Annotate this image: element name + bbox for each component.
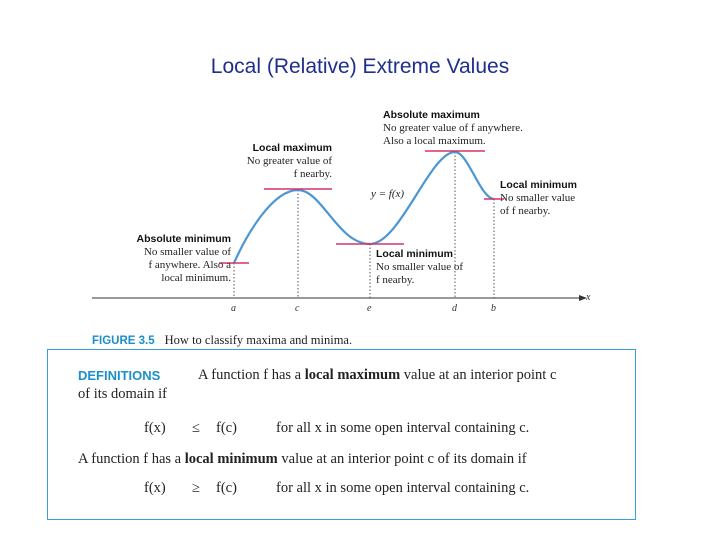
definition-max-line2: of its domain if (78, 386, 168, 402)
definition-min-line (78, 450, 527, 468)
annotation-line: local minimum. (161, 272, 231, 284)
eq-rhs: f(c) (216, 420, 237, 436)
curve-label: y = f(x) (371, 188, 405, 200)
annotation-line: No greater value of f anywhere. (383, 122, 523, 134)
eq-lhs: f(x) (144, 480, 166, 496)
annotation-heading: Local minimum (500, 179, 578, 191)
eq-operator: ≤ (192, 420, 200, 436)
text-segment: value at an interior point c of its domain if (277, 451, 527, 467)
tick-label-e: e (367, 303, 372, 314)
tick-label-b: b (491, 303, 496, 314)
eq-condition: for all x in some open interval containing c. (276, 420, 530, 436)
text-segment: A function f has a (78, 451, 185, 467)
annotation-line: No greater value of (246, 155, 332, 167)
annotation-line: f nearby. (293, 168, 332, 180)
eq-condition: for all x in some open interval containing c. (276, 480, 530, 496)
slide-title: Local (Relative) Extreme Values (210, 55, 510, 78)
tick-label-d: d (452, 303, 457, 314)
annotation-heading: Absolute minimum (136, 233, 231, 245)
annotation-heading: Absolute maximum (383, 109, 480, 121)
annotation-line: No smaller value of (376, 261, 464, 273)
annotation-line: No smaller value of (143, 246, 231, 258)
definition-max-line1 (198, 366, 556, 384)
text-segment: A function f has a (198, 367, 305, 383)
text-segment: value at an interior point c (400, 367, 557, 383)
annotation-local-minimum-middle (376, 248, 463, 287)
term-local-minimum: local minimum (184, 451, 278, 467)
annotation-line: of f nearby. (500, 205, 551, 217)
eq-operator: ≥ (192, 480, 200, 496)
x-axis-label: x (586, 292, 591, 303)
annotation-heading: Local minimum (376, 248, 454, 260)
figure-caption-text: How to classify maxima and minima. (164, 333, 353, 347)
annotation-line: No smaller value (500, 192, 576, 204)
annotation-line: f anywhere. Also a (148, 259, 231, 271)
annotation-absolute-minimum (122, 233, 231, 285)
eq-rhs: f(c) (216, 480, 237, 496)
definitions-heading: DEFINITIONS (78, 368, 161, 383)
tick-label-a: a (231, 303, 236, 314)
annotation-local-maximum (232, 142, 332, 181)
annotation-heading: Local maximum (252, 142, 332, 154)
annotation-absolute-maximum (383, 109, 523, 148)
definitions-box (47, 349, 636, 520)
annotation-local-minimum-right (500, 179, 577, 218)
figure-number: FIGURE 3.5 (92, 335, 155, 347)
annotation-line: f nearby. (376, 274, 415, 286)
eq-lhs: f(x) (144, 420, 166, 436)
figure-caption (92, 333, 352, 348)
tick-label-c: c (295, 303, 300, 314)
term-local-maximum: local maximum (304, 367, 401, 383)
annotation-line: Also a local maximum. (383, 135, 486, 147)
